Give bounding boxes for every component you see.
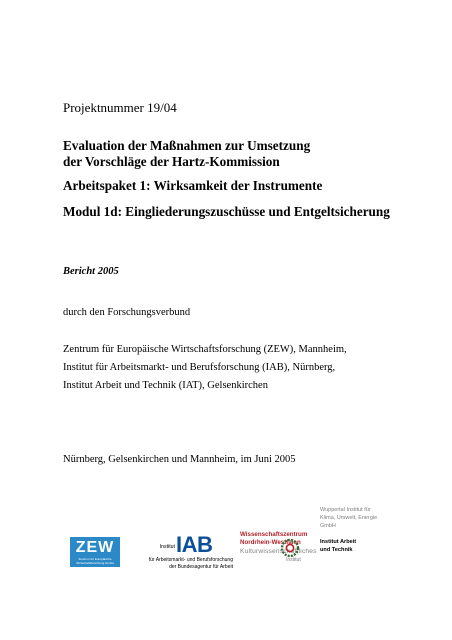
iab-logo-word: IAB <box>176 532 213 557</box>
place-date: Nürnberg, Gelsenkirchen und Mannheim, im Juni 2005 <box>63 454 296 465</box>
work-package: Arbeitspaket 1: Wirksamkeit der Instrumente <box>63 178 323 193</box>
kwi-logo-line1: Wissenschaftszentrum <box>240 531 308 538</box>
title-line-2: der Vorschläge der Hartz-Kommission <box>63 154 280 169</box>
iat-logo-line2: und Technik <box>320 547 353 553</box>
emblem-icon <box>280 538 300 558</box>
iab-logo-prefix: Institut <box>159 544 175 550</box>
by-line: durch den Forschungsverbund <box>63 307 191 318</box>
institution-zew: Zentrum für Europäische Wirtschaftsforschung (ZEW), Mannheim, <box>63 344 347 355</box>
iat-logo-line1: Institut Arbeit <box>320 539 357 545</box>
kwi-logo-line4: Institut <box>286 557 301 563</box>
zew-logo-word: ZEW <box>75 539 115 556</box>
institution-iat: Institut Arbeit und Technik (IAT), Gelsenkirchen <box>63 380 268 391</box>
institution-iab: Institut für Arbeitsmarkt- und Berufsforschung (IAB), Nürnberg, <box>63 362 336 373</box>
wuppertal-iat-logo <box>320 507 420 567</box>
iab-logo-line1: für Arbeitsmarkt- und Berufsforschung <box>148 557 233 563</box>
kwi-logo-line2: Nordrhein-Westfalen <box>240 539 301 546</box>
wuppertal-logo-line1: Wuppertal Institut für <box>320 507 371 513</box>
project-number: Projektnummer 19/04 <box>63 100 177 115</box>
module-title: Modul 1d: Eingliederungszuschüsse und Entgeltsicherung <box>63 204 390 219</box>
iab-logo-line2: der Bundesagentur für Arbeit <box>169 564 233 570</box>
iab-logo <box>130 532 238 572</box>
zew-logo <box>70 537 120 567</box>
kwi-logo <box>240 530 317 570</box>
wuppertal-logo-line2: Klima, Umwelt, Energie <box>320 515 378 521</box>
kwi-logo-line3: Kulturwissenschaftliches <box>240 548 317 555</box>
wuppertal-logo-line3: GmbH <box>320 523 336 529</box>
zew-logo-subtitle: Zentrum für Europäische Wirtschaftsforschung GmbH <box>76 557 114 565</box>
title-line-1: Evaluation der Maßnahmen zur Umsetzung <box>63 138 311 153</box>
zew-logo-box <box>70 537 120 567</box>
report-label: Bericht 2005 <box>63 266 119 277</box>
